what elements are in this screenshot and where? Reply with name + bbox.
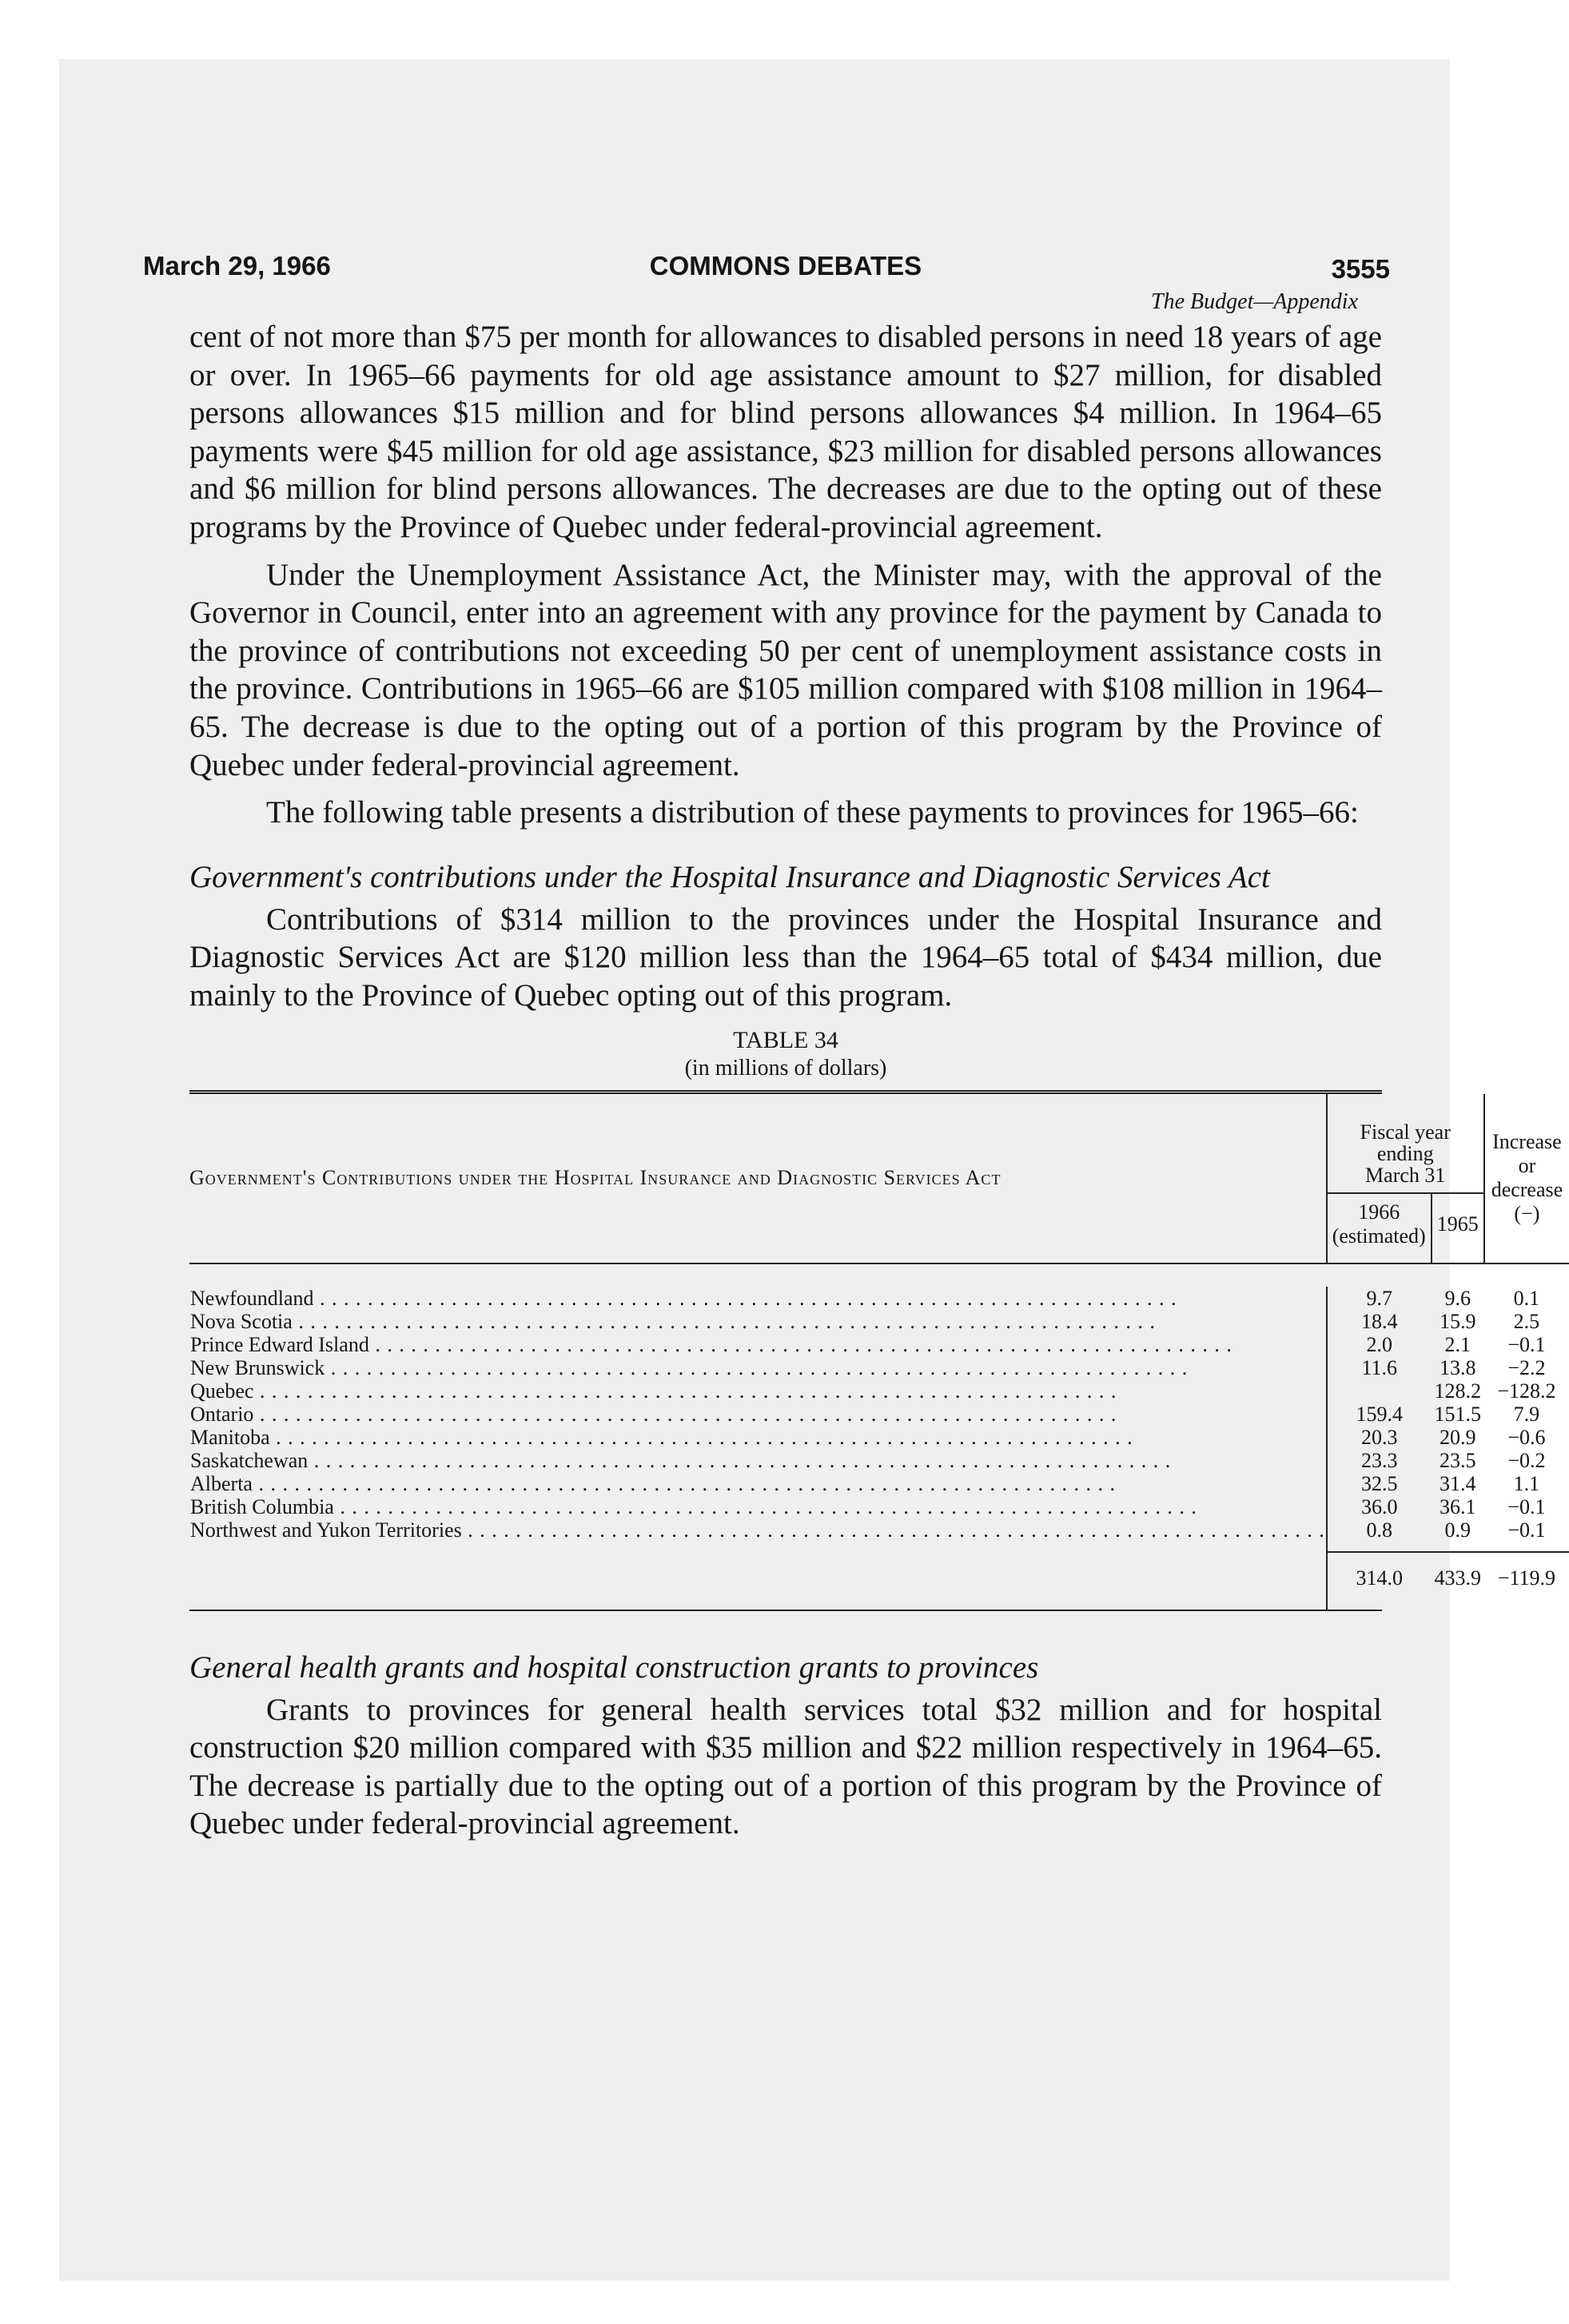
value-1966: 32.5	[1327, 1472, 1432, 1495]
value-1966: 18.4	[1327, 1310, 1432, 1333]
province-name: Alberta . . .	[189, 1472, 1327, 1495]
value-1965: 23.5	[1439, 1448, 1476, 1472]
table-row	[189, 1379, 1569, 1403]
table-row	[189, 1310, 1569, 1333]
header-date: March 29, 1966	[143, 251, 331, 281]
value-1966: 36.0	[1327, 1495, 1432, 1518]
province-name: Northwest and Yukon Territories . . .	[189, 1518, 1327, 1542]
total-1966: 314.0	[1327, 1552, 1432, 1610]
paragraph-health-grants: Grants to provinces for general health services total $32 million and for hospital construction $20 million compared with $35 million and $22 million respectively in 1964–65. The decrease is partially due to the opting out of a portion of this program by the Province of Quebec under federal-provincial agreement.	[189, 1692, 1382, 1841]
header-title: COMMONS DEBATES	[649, 251, 922, 281]
paragraph-table-intro: The following table presents a distribution of these payments to provinces for 1965–66:	[266, 795, 1359, 830]
value-change: 7.9	[1513, 1402, 1540, 1426]
value-1965: 36.1	[1439, 1494, 1476, 1518]
province-name: Newfoundland . . .	[189, 1287, 1327, 1310]
value-change: −0.2	[1507, 1448, 1546, 1472]
province-name: British Columbia . . .	[189, 1495, 1327, 1518]
value-change: −0.6	[1507, 1425, 1546, 1449]
scanned-page	[59, 59, 1563, 2281]
page-content	[143, 251, 1563, 1843]
value-1965: 2.1	[1444, 1332, 1471, 1356]
value-1965: 151.5	[1434, 1402, 1481, 1426]
value-1965: 128.2	[1434, 1379, 1481, 1403]
table-row	[189, 1356, 1569, 1379]
value-1966: 20.3	[1327, 1426, 1432, 1449]
paragraph-assistance-payments: cent of not more than $75 per month for allowances to disabled persons in need 18 years of age or over. In 1965–66 payments for old age assistance amount to $27 million, for disabled persons allowances $15 million and for blind persons allowances $4 million. In 1964–65 payments were $45 million for old age assistance, $23 million for disabled persons allowances and $6 million for blind persons allowances. The decreases are due to the opting out of these programs by the Province of Quebec under federal-provincial agreement.	[189, 320, 1382, 544]
stub-head: Government's Contributions under the Hospital Insurance and Diagnostic Services Act	[189, 1094, 1327, 1263]
value-1965: 9.6	[1444, 1286, 1471, 1310]
value-change: 0.1	[1513, 1286, 1540, 1310]
table-row	[189, 1333, 1569, 1356]
province-name: Ontario . . .	[189, 1403, 1327, 1426]
paragraph-hospital-insurance: Contributions of $314 million to the provinces under the Hospital Insurance and Diagnostic Services Act are $120 million less than the 1964–65 total of $434 million, due mainly to the Province of Quebec opting out of this program.	[189, 901, 1382, 1013]
fiscal-year-head: Fiscal year ending March 31	[1327, 1094, 1484, 1193]
paragraph-unemployment-assistance: Under the Unemployment Assistance Act, the Minister may, with the approval of the Governor in Council, enter into an agreement with any province for the payment by Canada to the province of contributions not exceeding 50 per cent of unemployment assistance costs in the province. Contributions in 1965–66 are $105 million compared with $108 million in 1964–65. The decrease is due to the opting out of a portion of this program by the Province of Quebec under federal-provincial agreement.	[189, 557, 1382, 782]
table-row	[189, 1472, 1569, 1495]
province-name: Quebec . . .	[189, 1379, 1327, 1403]
change-head: Increase or decrease (−)	[1484, 1094, 1569, 1263]
total-1965: 433.9	[1434, 1566, 1481, 1590]
value-change: −0.1	[1507, 1494, 1546, 1518]
year-1965-head: 1965	[1432, 1193, 1484, 1263]
section-heading-hospital-insurance: Government's contributions under the Hospital Insurance and Diagnostic Services Act	[189, 859, 1270, 894]
value-1966: 11.6	[1327, 1356, 1432, 1379]
value-1966: 2.0	[1327, 1333, 1432, 1356]
table-row	[189, 1287, 1569, 1310]
totals-row	[189, 1552, 1569, 1610]
province-name: Prince Edward Island . . .	[189, 1333, 1327, 1356]
value-1966: 9.7	[1327, 1287, 1432, 1310]
table-row	[189, 1518, 1569, 1542]
value-1965: 20.9	[1439, 1425, 1476, 1449]
contributions-table	[189, 1094, 1569, 1610]
table-caption: TABLE 34	[733, 1026, 838, 1053]
total-change: −119.9	[1497, 1566, 1556, 1590]
province-name: New Brunswick . . .	[189, 1356, 1327, 1379]
value-1965: 31.4	[1439, 1471, 1476, 1495]
value-change: 1.1	[1513, 1471, 1540, 1495]
province-name: Nova Scotia . . .	[189, 1310, 1327, 1333]
page-number: 3555	[1331, 254, 1390, 284]
year-1966-head: 1966 (estimated)	[1327, 1193, 1432, 1263]
value-1966	[1327, 1379, 1432, 1403]
table-bottom-rule	[189, 1610, 1382, 1611]
province-name: Manitoba . . .	[189, 1426, 1327, 1449]
value-1966: 159.4	[1327, 1403, 1432, 1426]
value-1966: 23.3	[1327, 1449, 1432, 1472]
running-head: The Budget—Appendix	[1151, 289, 1358, 314]
table-row	[189, 1403, 1569, 1426]
page-header	[143, 251, 1390, 286]
value-1965: 13.8	[1439, 1355, 1476, 1379]
value-change: −0.1	[1507, 1332, 1546, 1356]
province-name: Saskatchewan . . .	[189, 1449, 1327, 1472]
table-subcaption: (in millions of dollars)	[684, 1055, 887, 1080]
table-row	[189, 1426, 1569, 1449]
value-1965: 0.9	[1444, 1518, 1471, 1542]
value-1965: 15.9	[1439, 1309, 1476, 1333]
value-change: −128.2	[1497, 1379, 1556, 1403]
table-body	[189, 1287, 1569, 1542]
value-change: −2.2	[1507, 1355, 1546, 1379]
value-change: 2.5	[1513, 1309, 1540, 1333]
table-row	[189, 1495, 1569, 1518]
value-1966: 0.8	[1327, 1518, 1432, 1542]
value-change: −0.1	[1507, 1518, 1546, 1542]
table-row	[189, 1449, 1569, 1472]
section-heading-health-grants: General health grants and hospital construction grants to provinces	[189, 1649, 1039, 1685]
